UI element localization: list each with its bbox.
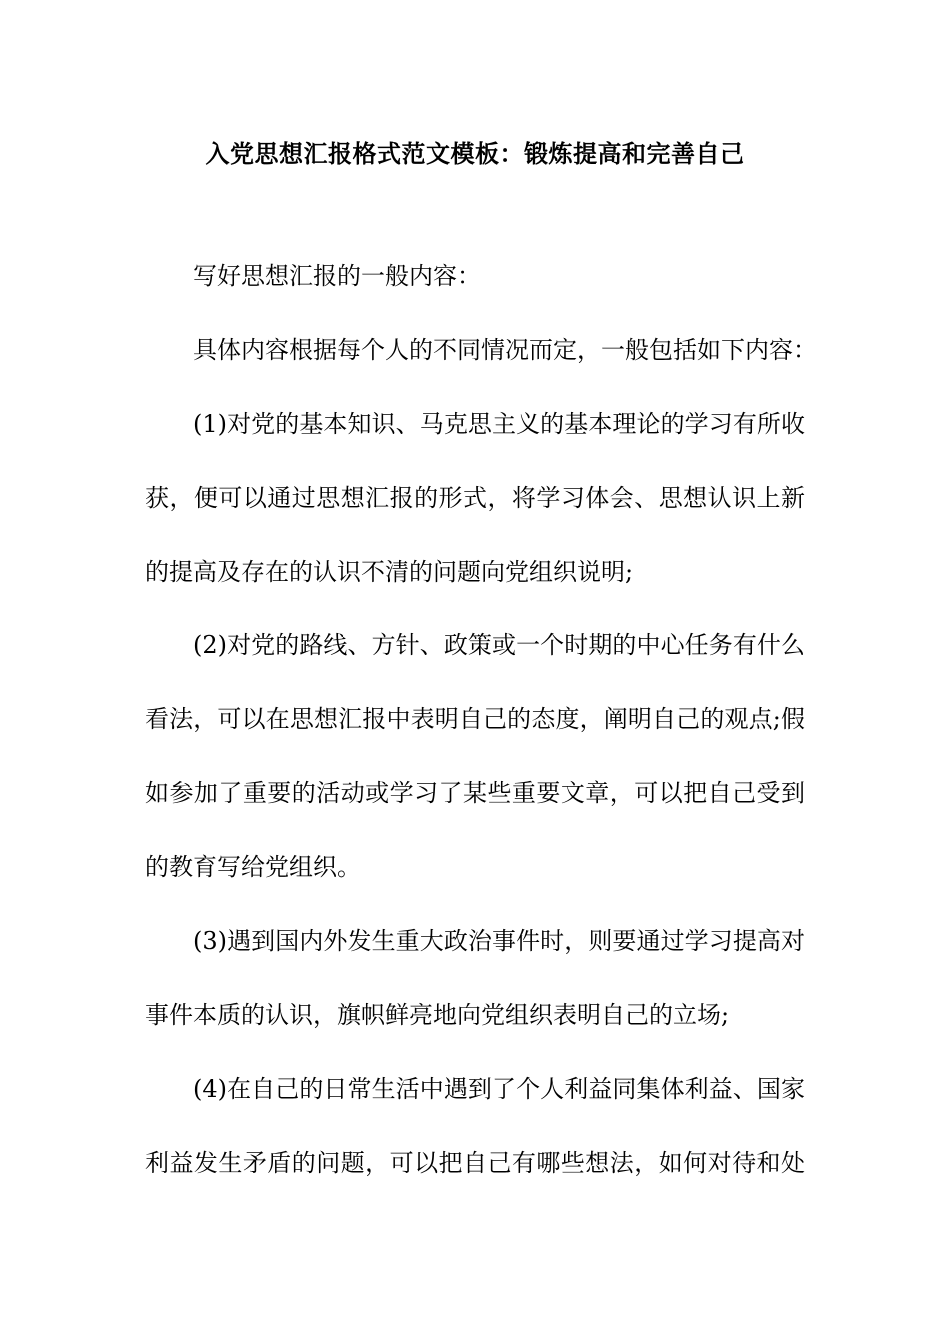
document-title: 入党思想汇报格式范文模板：锻炼提高和完善自己 (205, 139, 745, 168)
document-body (145, 250, 817, 1211)
paragraph-line: (4)在自己的日常生活中遇到了个人利益同集体利益、国家 (193, 1074, 805, 1103)
paragraph-line: (3)遇到国内外发生重大政治事件时，则要通过学习提高对 (193, 927, 805, 956)
paragraph-line: (1)对党的基本知识、马克思主义的基本理论的学习有所收 (193, 409, 805, 438)
paragraph-line: 具体内容根据每个人的不同情况而定，一般包括如下内容： (193, 335, 817, 364)
paragraph-line: 获，便可以通过思想汇报的形式，将学习体会、思想认识上新 (145, 483, 805, 512)
paragraph-line: 看法，可以在思想汇报中表明自己的态度，阐明自己的观点;假 (145, 705, 805, 734)
paragraph-line: 利益发生矛盾的问题，可以把自己有哪些想法，如何对待和处 (145, 1148, 805, 1177)
paragraph-line: 的教育写给党组织。 (145, 853, 361, 882)
paragraph-line: 的提高及存在的认识不清的问题向党组织说明; (145, 557, 634, 586)
paragraph-line: 事件本质的认识，旗帜鲜亮地向党组织表明自己的立场; (145, 1000, 730, 1029)
paragraph-line: 如参加了重要的活动或学习了某些重要文章，可以把自己受到 (145, 779, 805, 808)
paragraph-line: (2)对党的路线、方针、政策或一个时期的中心任务有什么 (193, 631, 805, 660)
paragraph-line: 写好思想汇报的一般内容： (193, 262, 481, 290)
